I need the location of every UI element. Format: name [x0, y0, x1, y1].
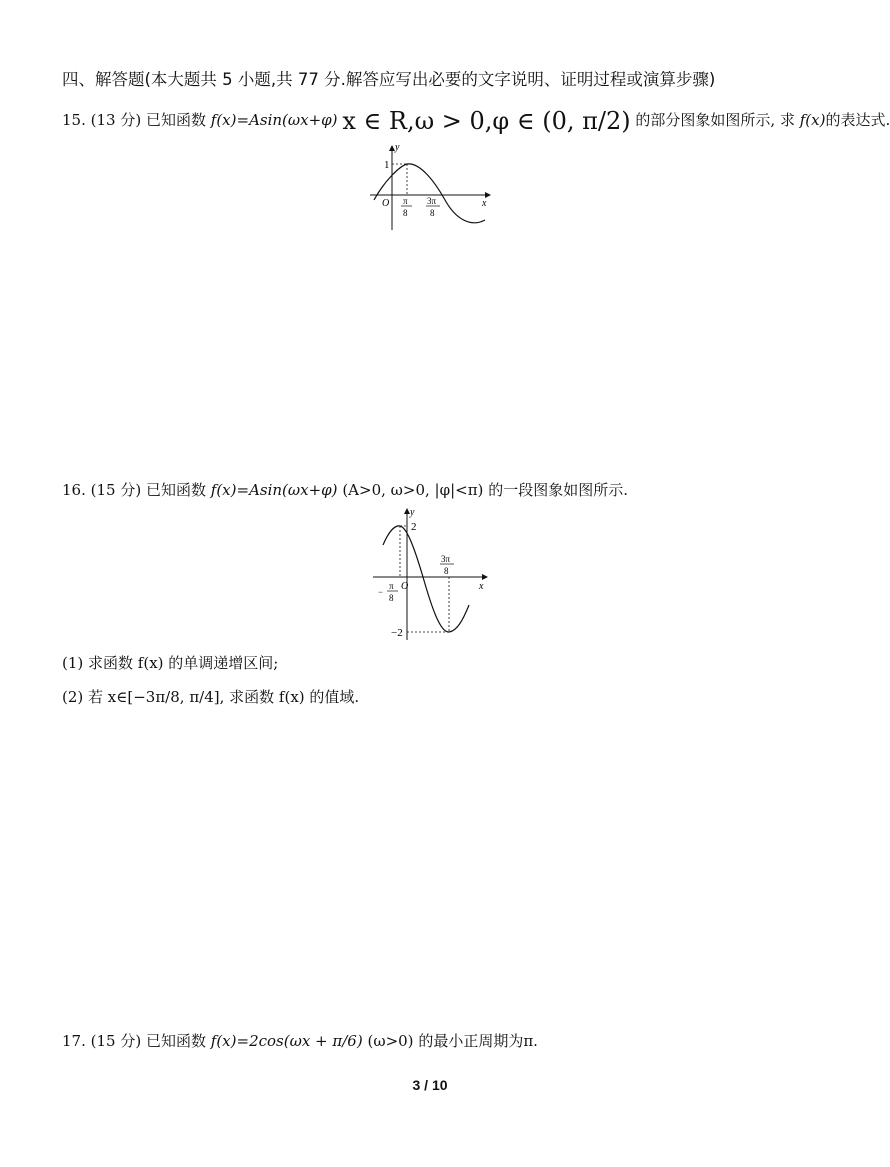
question-17-stem — [62, 1031, 538, 1051]
q16-stem-prefix: 已知函数 — [145, 481, 206, 499]
q15-x-label: x — [482, 198, 487, 209]
q15-stem-prefix: 已知函数 — [145, 111, 206, 129]
q16-origin: O — [401, 581, 409, 592]
q16-x-neg-sign: − — [378, 587, 384, 597]
q16-x-label: x — [479, 581, 484, 592]
q16-part2-prefix: (2) 若 x∈ — [62, 688, 128, 706]
q15-x-tick1-den: 8 — [403, 208, 408, 218]
section-title: 四、解答题(本大题共 5 小题,共 77 分.解答应写出必要的文字说明、证明过程或演算步骤) — [62, 70, 716, 89]
q15-score: (13 分) — [90, 111, 142, 129]
q16-func: f(x)=Asin(ωx+φ) — [210, 481, 338, 499]
q16-graph — [365, 505, 495, 645]
q15-func: f(x)=Asin(ωx+φ) — [210, 111, 338, 129]
q15-graph — [360, 140, 500, 235]
q17-number: 17. — [62, 1032, 86, 1050]
q16-tail: 的一段图象如图所示. — [488, 481, 628, 499]
q16-part2-suffix: , 求函数 f(x) 的值域. — [219, 688, 360, 706]
q16-number: 16. — [62, 481, 86, 499]
q16-curve — [383, 526, 469, 632]
q15-tail: 的表达式. — [825, 111, 890, 129]
q16-x-pos-den: 8 — [444, 566, 449, 576]
q16-y-label: y — [410, 507, 415, 518]
q17-stem-prefix: 已知函数 — [145, 1032, 206, 1050]
q16-y-bottom: −2 — [391, 627, 403, 639]
q15-y-tick: 1 — [384, 159, 390, 171]
q16-x-neg-den: 8 — [389, 593, 394, 603]
q15-origin: O — [382, 198, 390, 209]
q17-score: (15 分) — [90, 1032, 142, 1050]
q17-func: f(x)=2cos(ωx + π/6) — [210, 1032, 363, 1050]
q15-number: 15. — [62, 111, 86, 129]
q15-condition: x ∈ R,ω > 0,φ ∈ (0, π/2) — [342, 107, 631, 135]
q16-part2 — [62, 687, 359, 707]
q15-x-tick2-den: 8 — [430, 208, 435, 218]
q15-fx: f(x) — [799, 111, 826, 129]
q16-x-neg-num: π — [389, 581, 394, 591]
q16-y-top: 2 — [411, 521, 417, 533]
q15-x-tick1-num: π — [403, 196, 408, 206]
q16-score: (15 分) — [90, 481, 142, 499]
q15-x-tick2-num: 3π — [427, 196, 437, 206]
q15-y-label: y — [395, 142, 400, 153]
q16-part1: (1) 求函数 f(x) 的单调递增区间; — [62, 654, 279, 672]
q16-x-pos-num: 3π — [441, 554, 451, 564]
page-number: 3 / 10 — [412, 1077, 448, 1093]
question-15-stem — [62, 107, 890, 135]
question-16-stem — [62, 480, 628, 500]
q17-condition: (ω>0) — [367, 1032, 414, 1050]
q16-part2-interval: [−3π/8, π/4] — [127, 688, 220, 706]
q15-stem-suffix: 的部分图象如图所示, 求 — [635, 111, 795, 129]
q17-tail: 的最小正周期为π. — [418, 1032, 538, 1050]
q16-condition: (A>0, ω>0, |φ|<π) — [342, 481, 484, 499]
